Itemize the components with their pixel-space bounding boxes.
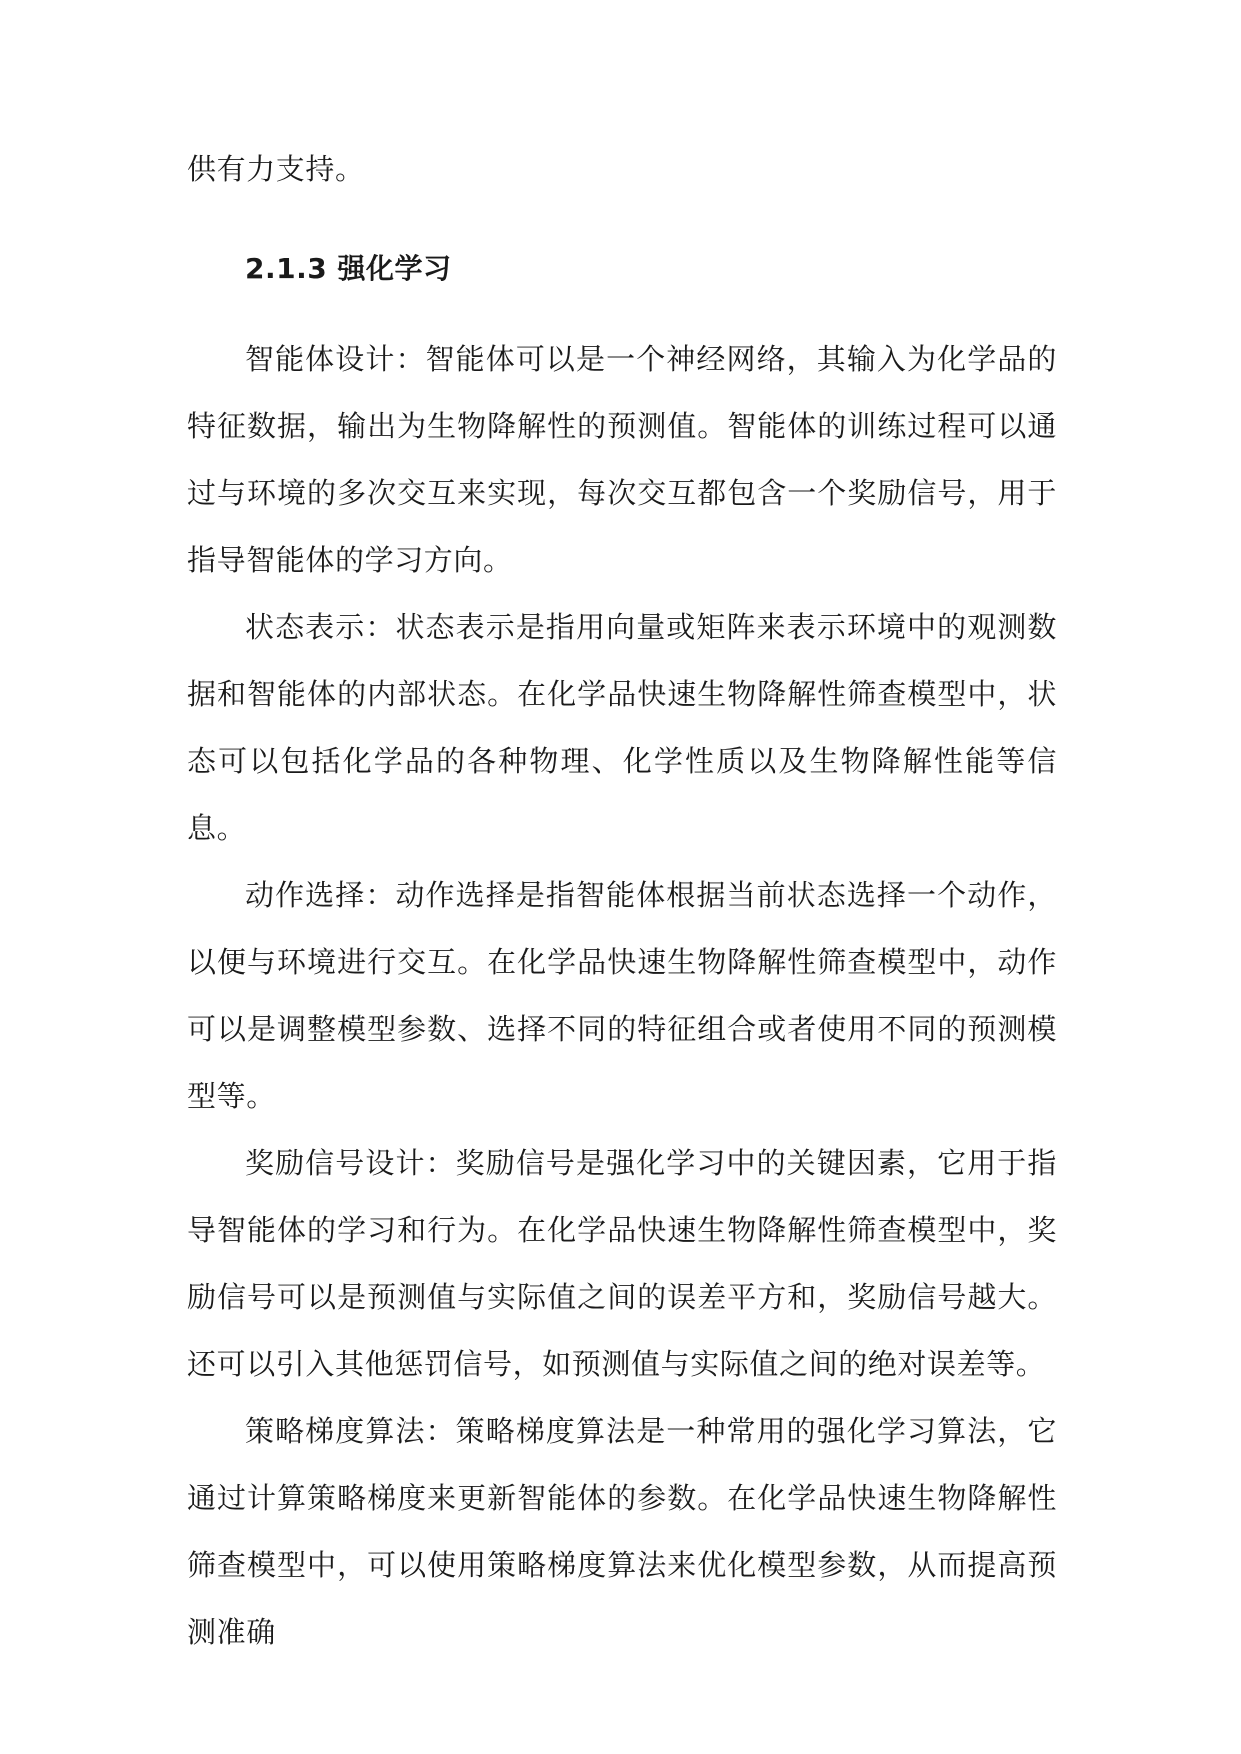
- paragraph-agent-design: 智能体设计：智能体可以是一个神经网络，其输入为化学品的特征数据，输出为生物降解性的预测值。智能体的训练过程可以通过与环境的多次交互来实现，每次交互都包含一个奖励信号，用于指导智能体的学习方向。: [187, 342, 1057, 577]
- lead-text: 供有力支持。: [187, 152, 365, 186]
- paragraph-reward-signal: 奖励信号设计：奖励信号是强化学习中的关键因素，它用于指导智能体的学习和行为。在化学品快速生物降解性筛查模型中，奖励信号可以是预测值与实际值之间的误差平方和，奖励信号越大。还可以引入其他惩罚信号，如预测值与实际值之间的绝对误差等。: [187, 1146, 1057, 1381]
- paragraph-action-selection: 动作选择：动作选择是指智能体根据当前状态选择一个动作，以便与环境进行交互。在化学品快速生物降解性筛查模型中，动作可以是调整模型参数、选择不同的特征组合或者使用不同的预测模型等。: [187, 878, 1057, 1113]
- paragraph-state-representation: 状态表示：状态表示是指用向量或矩阵来表示环境中的观测数据和智能体的内部状态。在化学品快速生物降解性筛查模型中，状态可以包括化学品的各种物理、化学性质以及生物降解性能等信息。: [187, 610, 1057, 845]
- section-body: [187, 326, 1057, 1666]
- paragraph-policy-gradient: 策略梯度算法：策略梯度算法是一种常用的强化学习算法，它通过计算策略梯度来更新智能体的参数。在化学品快速生物降解性筛查模型中，可以使用策略梯度算法来优化模型参数，从而提高预测准确: [187, 1414, 1057, 1649]
- section-heading: 2.1.3 强化学习: [245, 252, 452, 285]
